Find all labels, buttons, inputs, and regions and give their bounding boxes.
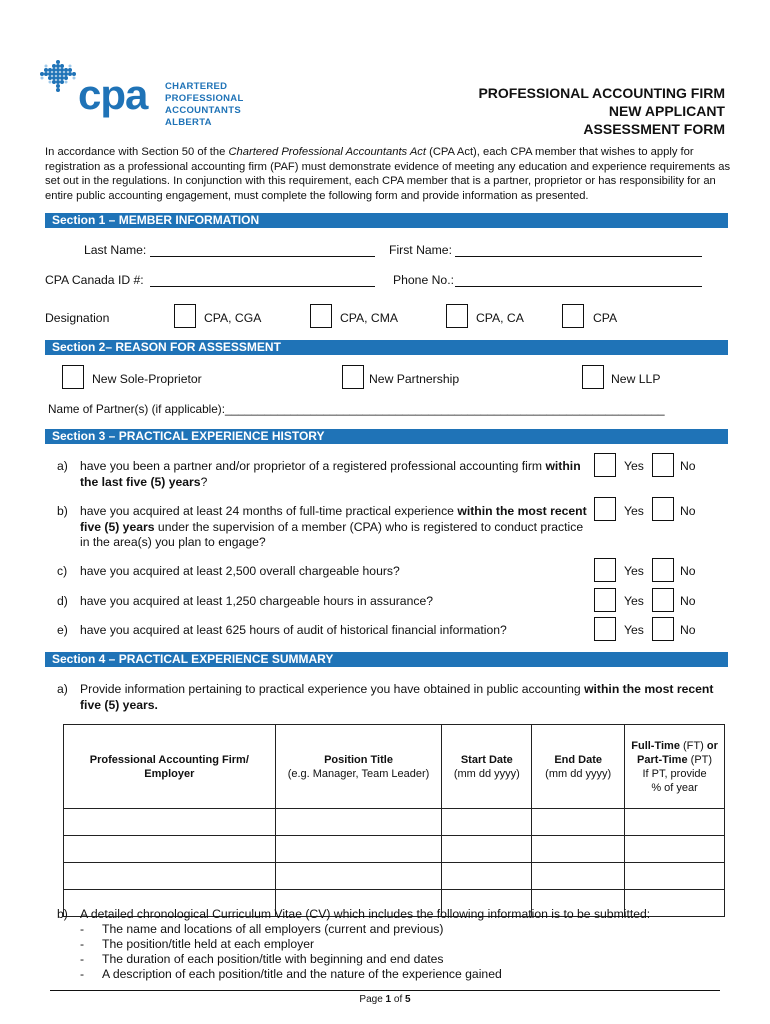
table-cell[interactable] (532, 836, 625, 863)
header-part: or (706, 739, 718, 752)
header-line (628, 739, 721, 753)
col-firm-header (64, 725, 276, 809)
q-d-yes-checkbox[interactable] (594, 588, 616, 612)
table-cell[interactable] (625, 863, 725, 890)
col-position-header (275, 725, 442, 809)
no-label: No (680, 594, 696, 608)
form-title-line: NEW APPLICANT (608, 103, 725, 119)
q-b-yes-checkbox[interactable] (594, 497, 616, 521)
header-line: End Date (554, 753, 603, 766)
question-marker: c) (57, 564, 68, 578)
cpa-alberta-logo (40, 58, 250, 130)
designation-label: Designation (45, 311, 110, 325)
llp-label: New LLP (611, 372, 661, 386)
question-marker: d) (57, 594, 68, 608)
table-cell[interactable] (275, 809, 442, 836)
partnership-checkbox[interactable] (342, 365, 364, 389)
q-c-no-checkbox[interactable] (652, 558, 674, 582)
question-emphasis: within the last five (5) years (80, 459, 581, 489)
form-title-line: PROFESSIONAL ACCOUNTING FIRM (478, 85, 725, 101)
experience-table (63, 724, 725, 917)
table-cell[interactable] (532, 809, 625, 836)
table-cell[interactable] (625, 809, 725, 836)
first-name-field[interactable] (455, 256, 702, 257)
question-text (80, 459, 587, 490)
header-line: (mm dd yyyy) (545, 767, 612, 780)
question-text: have you acquired at least 625 hours of audit of historical financial information? (80, 623, 507, 637)
form-title-line: ASSESSMENT FORM (583, 121, 725, 137)
logo-subtitle-line: CHARTERED (165, 81, 228, 92)
cv-instruction (57, 907, 650, 922)
question-marker: e) (57, 623, 68, 637)
question-text: have you acquired at least 1,250 chargeable hours in assurance? (80, 594, 433, 608)
table-row (64, 809, 725, 836)
llp-checkbox[interactable] (582, 365, 604, 389)
phone-label: Phone No.: (393, 273, 454, 287)
no-label: No (680, 459, 696, 473)
q-c-yes-checkbox[interactable] (594, 558, 616, 582)
last-name-label: Last Name: (84, 243, 147, 257)
section-3-header: Section 3 – PRACTICAL EXPERIENCE HISTORY (45, 429, 728, 444)
logo-subtitle (165, 81, 244, 129)
logo-wordmark: cpa (78, 71, 148, 118)
no-label: No (680, 564, 696, 578)
table-cell[interactable] (442, 863, 532, 890)
designation-ca-checkbox[interactable] (446, 304, 468, 328)
table-cell[interactable] (64, 809, 276, 836)
q-e-yes-checkbox[interactable] (594, 617, 616, 641)
instruction-text: A detailed chronological Curriculum Vitae (CV) which includes the following information is to be submitted: (80, 907, 651, 921)
partnership-label: New Partnership (369, 372, 460, 386)
question-text-part: have you acquired at least 24 months of full-time practical experience (80, 504, 458, 518)
question-text-part: under the supervision of a member (CPA) who is registered to conduct practice in the area(s) you plan to engage? (80, 519, 584, 549)
first-name-label: First Name: (389, 243, 452, 257)
page-text: of (391, 994, 406, 1005)
sole-proprietor-label: New Sole-Proprietor (92, 372, 202, 386)
designation-cpa-checkbox[interactable] (562, 304, 584, 328)
header-line: (mm dd yyyy) (453, 767, 520, 780)
phone-field[interactable] (455, 286, 702, 287)
question-text (80, 504, 587, 551)
question-c (57, 564, 587, 580)
intro-text: In accordance with Section 50 of the (45, 146, 229, 158)
list-item (80, 967, 650, 982)
table-row (64, 863, 725, 890)
logo-subtitle-line: ALBERTA (165, 117, 212, 128)
designation-ca-label: CPA, CA (476, 311, 524, 325)
question-marker: b) (57, 907, 68, 921)
list-item-text: The duration of each position/title with beginning and end dates (102, 952, 444, 966)
header-line: Employer (144, 767, 195, 780)
question-d (57, 594, 587, 610)
question-a (57, 459, 587, 490)
table-row (64, 836, 725, 863)
list-item (80, 937, 650, 952)
col-end-date-header (532, 725, 625, 809)
question-marker: a) (57, 459, 68, 473)
header-line (628, 753, 721, 767)
yes-label: Yes (624, 594, 644, 608)
page-number (0, 994, 770, 1005)
no-label: No (680, 623, 696, 637)
summary-instruction-a (57, 682, 717, 713)
header-line: (e.g. Manager, Team Leader) (287, 767, 430, 780)
table-header-row (64, 725, 725, 809)
question-marker: a) (57, 682, 68, 696)
table-cell[interactable] (625, 836, 725, 863)
instruction-text-part: Provide information pertaining to practical experience you have obtained in public accounting (80, 682, 585, 696)
header-line: Position Title (324, 753, 393, 766)
table-cell[interactable] (532, 863, 625, 890)
designation-cma-label: CPA, CMA (340, 311, 399, 325)
header-line: % of year (651, 781, 698, 794)
yes-label: Yes (624, 504, 644, 518)
section-4-header: Section 4 – PRACTICAL EXPERIENCE SUMMARY (45, 652, 728, 667)
cpa-id-label: CPA Canada ID #: (45, 273, 144, 287)
designation-cga-label: CPA, CGA (204, 311, 262, 325)
header-line: Start Date (460, 753, 513, 766)
page-text: Page (359, 994, 386, 1005)
q-a-no-checkbox[interactable] (652, 453, 674, 477)
list-item (80, 922, 650, 937)
col-ft-pt-header (625, 725, 725, 809)
header-part: (FT) (679, 739, 707, 752)
list-item (80, 952, 650, 967)
q-b-no-checkbox[interactable] (652, 497, 674, 521)
designation-cga-checkbox[interactable] (174, 304, 196, 328)
designation-cpa-label: CPA (593, 311, 618, 325)
yes-label: Yes (624, 623, 644, 637)
cv-requirements (57, 907, 650, 982)
list-dash: - (80, 952, 85, 966)
footer-divider (50, 990, 720, 991)
table-cell[interactable] (275, 863, 442, 890)
yes-label: Yes (624, 564, 644, 578)
list-dash: - (80, 937, 85, 951)
partners-name-field[interactable]: Name of Partner(s) (if applicable):___________________________________________________________________ (48, 402, 665, 416)
last-name-field[interactable] (150, 256, 375, 257)
question-marker: b) (57, 504, 68, 518)
intro-paragraph (45, 145, 735, 203)
act-name: Chartered Professional Accountants Act (228, 146, 427, 158)
question-text: have you acquired at least 2,500 overall chargeable hours? (80, 564, 400, 578)
instruction-text (80, 682, 717, 713)
intro-text: (CPA Act), each CPA member that wishes to apply for registration as a professional accounting firm (PAF) must demonstrate evidence of meeting any education and experience requirements as set out in the regulations. In conjunction with this requirement, each CPA member that is a partner, proprietor or has responsibility for an entire public accounting engagement, must complete the following form and provide information as presented. (45, 146, 731, 202)
question-e (57, 623, 587, 639)
logo-subtitle-line: ACCOUNTANTS (165, 105, 241, 116)
form-title (478, 84, 725, 138)
no-label: No (680, 504, 696, 518)
designation-cma-checkbox[interactable] (310, 304, 332, 328)
table-cell[interactable] (275, 836, 442, 863)
question-text-part: have you been a partner and/or proprietor of a registered professional accounting firm (80, 459, 546, 473)
header-part: Full-Time (631, 739, 680, 752)
list-dash: - (80, 967, 85, 981)
question-text-part: ? (200, 474, 208, 489)
list-dash: - (80, 922, 85, 936)
section-2-header: Section 2– REASON FOR ASSESSMENT (45, 340, 728, 355)
question-b (57, 504, 587, 551)
table-cell[interactable] (64, 863, 276, 890)
list-item-text: A description of each position/title and the nature of the experience gained (102, 967, 502, 981)
header-line: If PT, provide (642, 767, 707, 780)
header-line: Professional Accounting Firm/ (89, 753, 249, 766)
list-item-text: The position/title held at each employer (102, 937, 315, 951)
header-part: Part-Time (637, 753, 688, 766)
page-total: 5 (405, 994, 411, 1005)
section-1-header: Section 1 – MEMBER INFORMATION (45, 213, 728, 228)
col-start-date-header (442, 725, 532, 809)
instruction-emphasis: within the most recent five (5) years. (80, 682, 714, 712)
question-emphasis: within the most recent five (5) years (80, 504, 587, 534)
page-current: 1 (385, 994, 392, 1005)
table-cell[interactable] (64, 836, 276, 863)
q-d-no-checkbox[interactable] (652, 588, 674, 612)
table-cell[interactable] (442, 836, 532, 863)
cpa-id-field[interactable] (150, 286, 375, 287)
sole-proprietor-checkbox[interactable] (62, 365, 84, 389)
logo-subtitle-line: PROFESSIONAL (165, 93, 244, 104)
list-item-text: The name and locations of all employers (current and previous) (102, 922, 444, 936)
table-cell[interactable] (442, 809, 532, 836)
header-part: (PT) (687, 753, 713, 766)
q-a-yes-checkbox[interactable] (594, 453, 616, 477)
q-e-no-checkbox[interactable] (652, 617, 674, 641)
yes-label: Yes (624, 459, 644, 473)
